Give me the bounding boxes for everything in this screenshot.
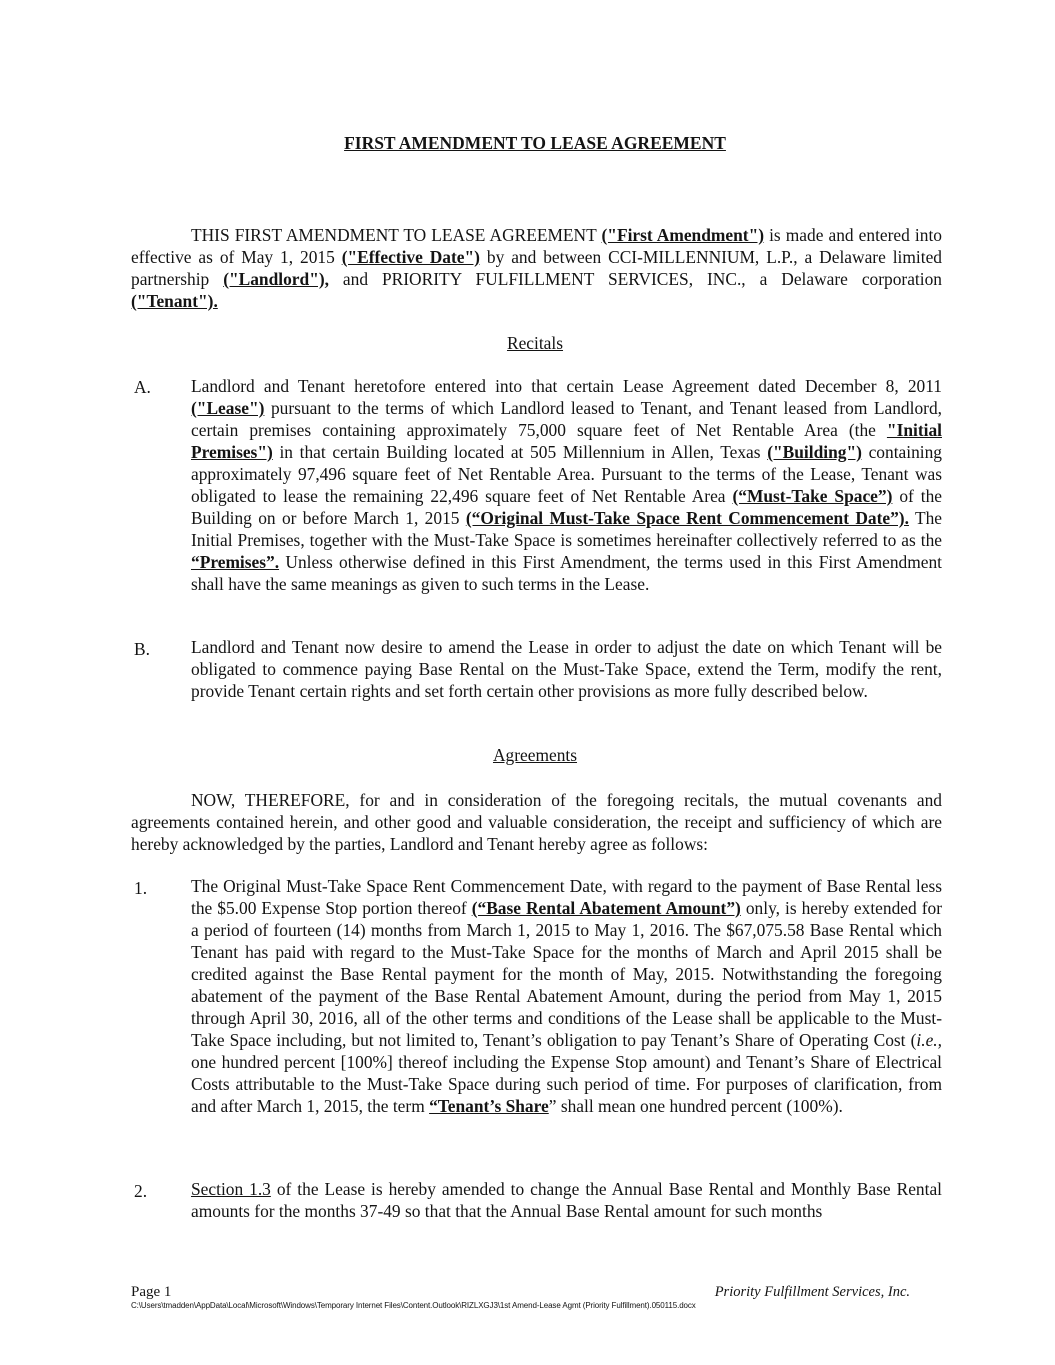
now-therefore-paragraph [131, 789, 942, 855]
text-run: pursuant to the terms of which Landlord leased to Tenant, and Tenant leased from Landlord, certain premises containing approximately 75,000 square feet of Net Rentable Area (the [191, 398, 942, 440]
defined-term: (“Must-Take Space”) [732, 486, 893, 506]
recital-b-text [191, 636, 942, 702]
recital-b-label: B. [134, 639, 150, 659]
text-run: The Initial Premises, together with the Must-Take Space is sometimes hereinafter collectively referred to as the [191, 508, 943, 550]
defined-term: ("Tenant"). [131, 291, 218, 311]
intro-paragraph [131, 224, 942, 312]
defined-term: ("Effective Date") [341, 247, 480, 267]
text-run: The Original Must-Take Space Rent Commencement Date, with regard to the payment of Base Rental less the $5.00 Expense Stop portion thereof [191, 876, 942, 918]
defined-term: "Initial Premises") [191, 420, 942, 462]
footer-page-number: Page 1 [131, 1284, 172, 1300]
item-2-label: 2. [134, 1181, 148, 1201]
text-run: in that certain Building located at 505 Millennium in Allen, Texas [272, 442, 768, 462]
text-run: is made and entered into effective as of May 1, 2015 [131, 225, 942, 267]
text-run: one hundred percent [100%] thereof including the Expense Stop amount) and Tenant’s Share of Electrical Costs attributable to the Must-Take Space during such period of time. For purposes of clarification, from and after March 1, 2015, the term [191, 1052, 942, 1116]
defined-term: (“Original Must-Take Space Rent Commencement Date”). [465, 508, 909, 528]
footer-file-path: C:\Users\tmadden\AppData\Local\Microsoft\Windows\Temporary Internet Files\Content.Outlook\RIZLXGJ3\1st Amend-Lease Agmt (Priority Fulfillment).050115.docx [131, 1301, 696, 1310]
text-run: containing approximately 97,496 square feet of Net Rentable Area. Pursuant to the terms of the Lease, Tenant was obligated to lease the remaining 22,496 square feet of Net Rentable Area [191, 442, 942, 506]
text-run: by and between CCI-MILLENNIUM, L.P., a Delaware limited partnership [131, 247, 942, 289]
section-reference: Section 1.3 [191, 1179, 271, 1199]
defined-term: ("Landlord"), [223, 269, 329, 289]
defined-term: “Premises”. [191, 552, 280, 572]
recital-a-label: A. [134, 377, 151, 397]
text-run: ” shall mean one hundred percent (100%). [548, 1096, 843, 1116]
defined-term: ("First Amendment") [601, 225, 765, 245]
text-run: Unless otherwise defined in this First Amendment, the terms used in this First Amendment shall have the same meanings as given to such terms in the Lease. [191, 552, 942, 594]
text-run: of the Building on or before March 1, 2015 [191, 486, 942, 528]
recitals-heading: Recitals [506, 333, 564, 353]
defined-term: ("Lease") [191, 398, 265, 418]
item-1-label: 1. [134, 878, 148, 898]
text-run: Landlord and Tenant now desire to amend the Lease in order to adjust the date on which Tenant will be obligated to commence paying Base Rental on the Must-Take Space, extend the Term, modify the rent, provide Tenant certain rights and set forth certain other provisions as more fully described below. [191, 637, 942, 701]
italic-text: i.e., [916, 1030, 942, 1050]
document-title: FIRST AMENDMENT TO LEASE AGREEMENT [344, 133, 726, 153]
footer-company: Priority Fulfillment Services, Inc. [714, 1284, 910, 1300]
defined-term: (“Base Rental Abatement Amount”) [471, 898, 741, 918]
defined-term: ("Building") [767, 442, 862, 462]
defined-term: “Tenant’s Share [429, 1096, 549, 1116]
recital-a-text [191, 375, 942, 595]
text-run: NOW, THEREFORE, for and in consideration of the foregoing recitals, the mutual covenants and agreements contained herein, and other good and valuable consideration, the receipt and sufficiency of which are hereby acknowledged by the parties, Landlord and Tenant hereby agree as follows: [131, 790, 942, 854]
text-run: only, is hereby extended for a period of fourteen (14) months from March 1, 2015 to May 1, 2016. The $67,075.58 Base Rental which Tenant has paid with regard to the Must-Take Space for the months of March and April 2015 shall be credited against the Base Rental payment for the month of May, 2015. Notwithstanding the foregoing abatement of the payment of the Base Rental Abatement Amount, during the period from May 1, 2015 through April 30, 2016, all of the other terms and conditions of the Lease shall be applicable to the Must-Take Space including, but not limited to, Tenant’s obligation to pay Tenant’s Share of Operating Cost ( [191, 898, 942, 1050]
item-1-text [191, 875, 942, 1117]
text-run: Landlord and Tenant heretofore entered into that certain Lease Agreement dated December 8, 2011 [191, 376, 942, 396]
text-run: of the Lease is hereby amended to change the Annual Base Rental and Monthly Base Rental amounts for the months 37-49 so that that the Annual Base Rental amount for such months [191, 1179, 942, 1221]
item-2-text [191, 1178, 942, 1222]
agreements-heading: Agreements [492, 745, 578, 765]
text-run: THIS FIRST AMENDMENT TO LEASE AGREEMENT [191, 225, 602, 245]
text-run: and PRIORITY FULFILLMENT SERVICES, INC., a Delaware corporation [328, 269, 942, 289]
